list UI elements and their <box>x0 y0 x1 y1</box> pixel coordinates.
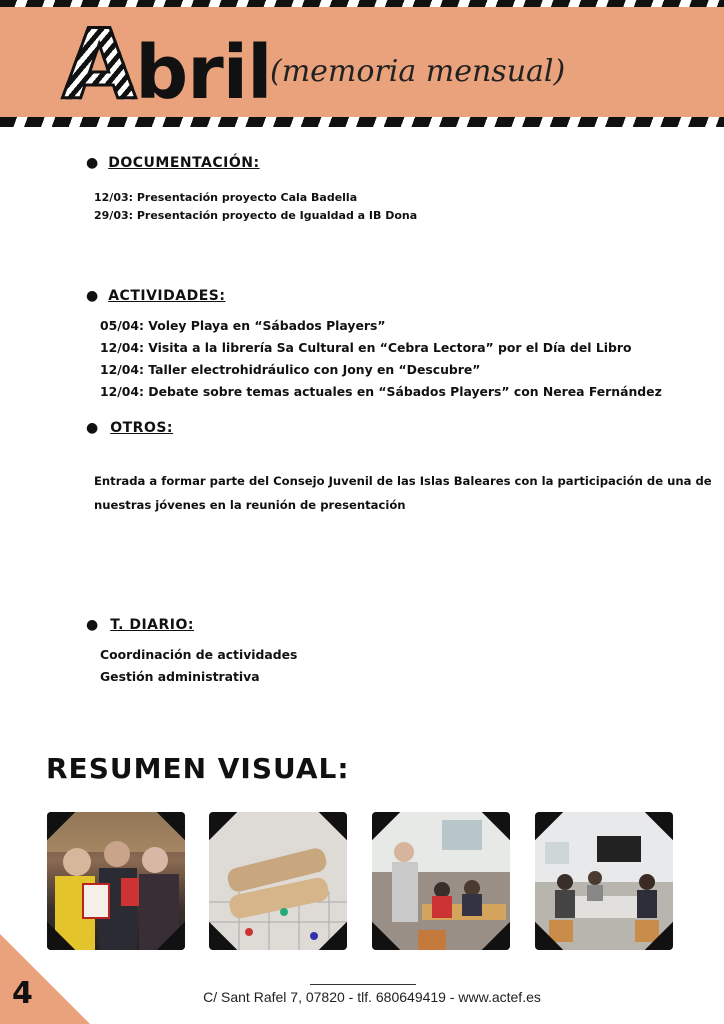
bullet-icon: ● <box>86 617 99 633</box>
photo-scene <box>47 812 185 950</box>
list-item: 12/04: Taller electrohidráulico con Jony en “Descubre” <box>100 362 481 377</box>
page-subtitle: (memoria mensual) <box>270 54 566 89</box>
photo-board-game <box>209 812 347 950</box>
diario-list <box>100 644 297 688</box>
otros-text <box>94 469 712 517</box>
photo-scene <box>209 812 347 950</box>
bullet-icon: ● <box>86 420 99 436</box>
title-initial: A <box>62 9 136 121</box>
actividades-list <box>100 315 662 403</box>
section-actividades <box>86 288 225 304</box>
list-item: 29/03: Presentación proyecto de Igualdad a IB Dona <box>94 209 418 222</box>
section-heading: T. DIARIO: <box>110 617 194 633</box>
title-rest: bril <box>135 30 272 116</box>
section-heading: DOCUMENTACIÓN: <box>108 155 260 171</box>
paragraph-line: nuestras jóvenes en la reunión de presentación <box>94 498 406 512</box>
section-documentacion <box>86 155 260 171</box>
section-otros <box>86 420 173 436</box>
list-item: 12/04: Visita a la librería Sa Cultural en “Cebra Lectora” por el Día del Libro <box>100 340 632 355</box>
paragraph-line: Entrada a formar parte del Consejo Juvenil de las Islas Baleares con la participación de una de <box>94 474 712 488</box>
section-heading: OTROS: <box>110 420 174 436</box>
list-item: Coordinación de actividades <box>100 647 298 662</box>
photo-debate <box>535 812 673 950</box>
bullet-icon: ● <box>86 155 99 171</box>
page-title <box>62 10 272 128</box>
resumen-heading: RESUMEN VISUAL: <box>46 752 350 785</box>
page-number: 4 <box>12 976 33 1011</box>
photo-scene <box>372 812 510 950</box>
section-diario <box>86 617 194 633</box>
section-heading: ACTIVIDADES: <box>108 288 226 304</box>
bullet-icon: ● <box>86 288 99 304</box>
footer-address: C/ Sant Rafel 7, 07820 - tlf. 680649419 - www.actef.es <box>203 989 541 1005</box>
list-item: 05/04: Voley Playa en “Sábados Players” <box>100 318 386 333</box>
list-item: 12/04: Debate sobre temas actuales en “Sábados Players” con Nerea Fernández <box>100 384 662 399</box>
list-item: 12/03: Presentación proyecto Cala Badella <box>94 191 358 204</box>
list-item: Gestión administrativa <box>100 669 260 684</box>
documentacion-list <box>94 189 417 225</box>
photo-workshop <box>372 812 510 950</box>
photo-group-book <box>47 812 185 950</box>
footer-divider <box>310 984 416 985</box>
photo-scene <box>535 812 673 950</box>
